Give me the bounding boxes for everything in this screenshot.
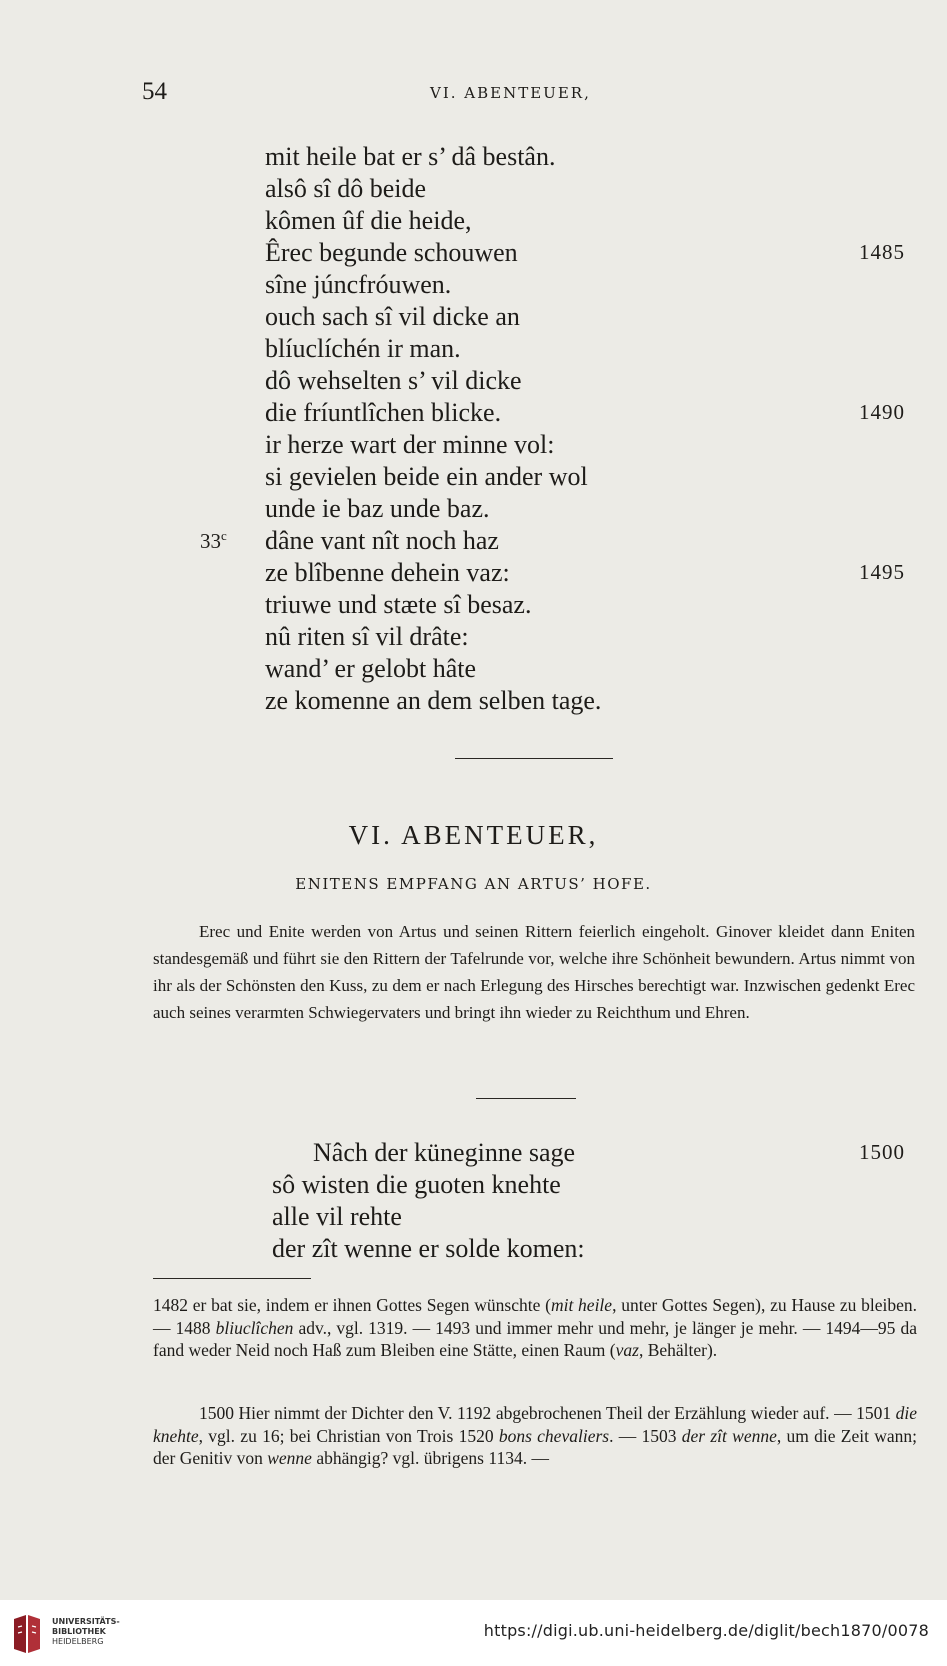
page-header	[0, 78, 947, 108]
verse-line: der zît wenne er solde komen:	[272, 1234, 585, 1263]
section-subtitle: ENITENS EMPFANG AN ARTUS’ HOFE.	[295, 875, 652, 893]
verse-line: alsô sî dô beide	[265, 174, 427, 203]
footnote-1482	[153, 1294, 917, 1362]
verse-line: unde ie baz unde baz.	[265, 494, 490, 523]
verse-line: Êrec begunde schouwen	[265, 238, 518, 267]
note-text: , um die Zeit wann; der Genitiv von	[153, 1425, 917, 1468]
verse-line: kômen ûf die heide,	[265, 206, 472, 235]
note-italic: der zît wenne	[681, 1425, 777, 1446]
footnote-1500	[153, 1402, 917, 1470]
verse-line: ouch sach sî vil dicke an	[265, 302, 520, 331]
verse-line: Nâch der küneginne sage	[313, 1138, 576, 1167]
note-text: adv., vgl. 1319. — 1493 und immer mehr und mehr, je länger je mehr. — 1494—95 da fand weder Neid noch Haß zum Bleiben eine Stätte, einen Raum (	[153, 1317, 917, 1360]
section-summary: Erec und Enite werden von Artus und seinen Rittern feierlich eingeholt. Ginover kleidet dann Eniten standesgemäß und führt sie den Rittern der Tafelrunde vor, welche ihre Schönheit bewundern. Artus nimmt von ihr als der Schönsten den Kuss, zu dem er nach Erlegung des Hirsches berechtigt war. Inzwischen gedenkt Erec auch seines verarmten Schwiegervaters und bringt ihn wieder zu Reichthum und Ehren.	[153, 922, 915, 1022]
footnote-rule	[153, 1278, 311, 1279]
margin-folio-mark	[200, 528, 227, 554]
note-italic: vaz	[615, 1340, 639, 1360]
note-italic: bons chevaliers	[498, 1425, 610, 1446]
note-text: . — 1503	[609, 1425, 682, 1446]
note-italic: bliuclîchen	[215, 1317, 294, 1338]
library-name-line: UNIVERSITÄTS-	[52, 1617, 120, 1626]
margin-folio-column: c	[221, 528, 227, 543]
permalink-url[interactable]: https://digi.ub.uni-heidelberg.de/diglit/bech1870/0078	[483, 1621, 929, 1640]
verse-line: mit heile bat er s’ dâ bestân.	[265, 142, 556, 171]
verse-line: wand’ er gelobt hâte	[265, 654, 477, 683]
verse-line: blíuclíchén ir man.	[265, 334, 461, 363]
verse-line: si gevielen beide ein ander wol	[265, 462, 588, 491]
library-emblem-icon	[10, 1613, 44, 1657]
verse-line: alle vil rehte	[272, 1202, 402, 1231]
verse-line: triuwe und stæte sî besaz.	[265, 590, 532, 619]
verse-line: nû riten sî vil drâte:	[265, 622, 469, 651]
note-text: 1482 er bat sie, indem er ihnen Gottes Segen wünschte (	[153, 1295, 551, 1315]
note-text: , unter Gottes Segen), zu Hause zu bleiben. — 1488	[153, 1295, 918, 1338]
note-text: , vgl. zu 16; bei Christian von Trois 1520	[198, 1425, 499, 1446]
summary-divider	[476, 1098, 576, 1099]
running-head: VI. ABENTEUER,	[430, 84, 591, 102]
verse-line: ze blîbenne dehein vaz:	[265, 558, 510, 587]
library-logo[interactable]	[10, 1613, 130, 1657]
verse-line: die fríuntlîchen blicke.	[265, 398, 502, 427]
verse-line: dô wehselten s’ vil dicke	[265, 366, 522, 395]
section-divider	[455, 758, 613, 759]
library-name	[52, 1617, 120, 1647]
verse-line: sîne júncfróuwen.	[265, 270, 452, 299]
viewer-footer	[0, 1600, 947, 1666]
line-number: 1490	[859, 400, 905, 424]
verse-line: dâne vant nît noch haz	[265, 526, 499, 555]
note-italic: die knehte	[153, 1403, 917, 1446]
line-number: 1485	[859, 240, 905, 264]
library-name-line: BIBLIOTHEK	[52, 1627, 106, 1636]
note-text: abhängig? vgl. übrigens 1134. —	[311, 1448, 549, 1468]
note-text: , Behälter).	[638, 1340, 718, 1360]
verse-line: ze komenne an dem selben tage.	[265, 686, 602, 715]
verse-line: ir herze wart der minne vol:	[265, 430, 555, 459]
section-title: VI. ABENTEUER,	[348, 820, 599, 850]
library-name-line: HEIDELBERG	[52, 1637, 104, 1646]
page-number: 54	[142, 78, 167, 105]
margin-folio-number: 33	[200, 529, 221, 553]
line-number: 1495	[859, 560, 905, 584]
note-italic: wenne	[267, 1448, 312, 1468]
note-italic: mit heile	[550, 1295, 613, 1315]
verse-line: sô wisten die guoten knehte	[272, 1170, 561, 1199]
note-text: 1500 Hier nimmt der Dichter den V. 1192 abgebrochenen Theil der Erzählung wieder auf. — 1501	[199, 1403, 896, 1423]
line-number: 1500	[859, 1140, 905, 1164]
